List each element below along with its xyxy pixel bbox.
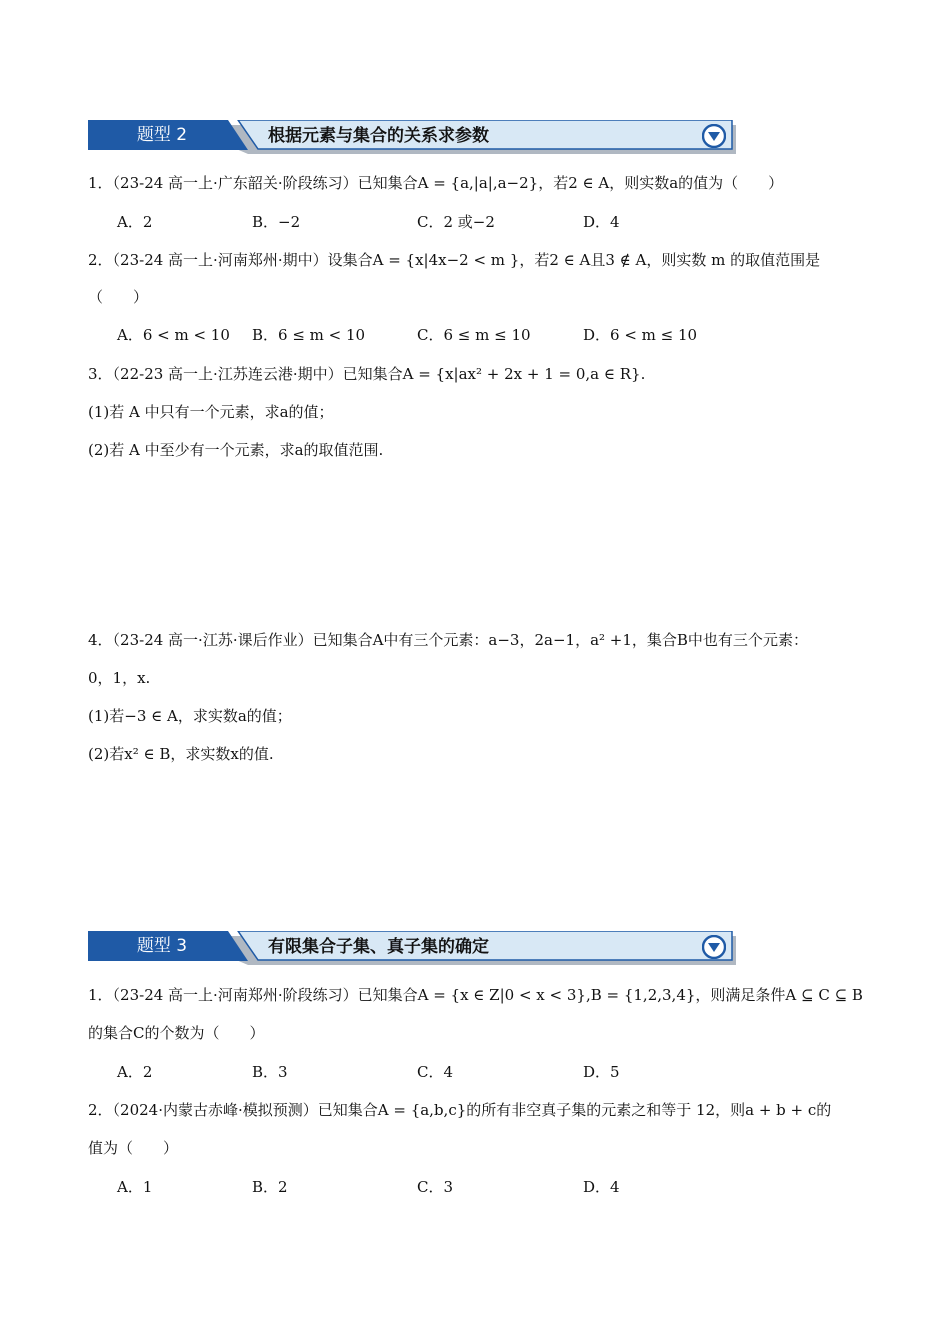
question-stem: 2．（2024·内蒙古赤峰·模拟预测）已知集合A = {a,b,c}的所有非空真子集的元素之和等于 12，则a + b + c的: [88, 1101, 832, 1119]
section-tag: 题型 2: [136, 125, 188, 145]
option-d[interactable]: D．4: [583, 1178, 620, 1196]
option-d[interactable]: D．5: [583, 1063, 620, 1081]
option-c[interactable]: C．3: [417, 1178, 454, 1196]
sub-question: (1)若−3 ∈ A，求实数a的值；: [88, 707, 292, 725]
option-a[interactable]: A．1: [117, 1178, 153, 1196]
option-c[interactable]: C．2 或−2: [417, 213, 495, 231]
section-banner-3: [88, 931, 736, 965]
question-stem: 1．（23-24 高一上·广东韶关·阶段练习）已知集合A = {a,|a|,a−2}，若2 ∈ A，则实数a的值为（ ）: [88, 174, 784, 192]
option-c[interactable]: C．4: [417, 1063, 454, 1081]
sub-question: (1)若 A 中只有一个元素，求a的值；: [88, 403, 334, 421]
section-tag: 题型 3: [136, 936, 188, 956]
section-title: 有限集合子集、真子集的确定: [268, 937, 489, 957]
sub-question: (2)若 A 中至少有一个元素，求a的取值范围.: [88, 441, 384, 459]
question-stem-cont: 0，1，x.: [88, 669, 151, 687]
sub-question: (2)若x² ∈ B，求实数x的值.: [88, 745, 274, 763]
question-stem-cont: （ ）: [88, 288, 149, 306]
option-d[interactable]: D．6 < m ≤ 10: [583, 326, 698, 344]
option-a[interactable]: A．2: [117, 213, 153, 231]
option-d[interactable]: D．4: [583, 213, 620, 231]
question-stem-cont: 值为（ ）: [88, 1139, 179, 1157]
question-stem: 2．（23-24 高一上·河南郑州·期中）设集合A = {x|4x−2 < m }，若2 ∈ A且3 ∉ A，则实数 m 的取值范围是: [88, 251, 821, 269]
question-stem: 3．（22-23 高一上·江苏连云港·期中）已知集合A = {x|ax² + 2x + 1 = 0,a ∈ R}.: [88, 365, 646, 383]
chevron-down-circle-icon: [702, 124, 726, 148]
section-banner-2: [88, 120, 736, 154]
question-stem-cont: 的集合C的个数为（ ）: [88, 1024, 265, 1042]
question-stem: 4．（23-24 高一·江苏·课后作业）已知集合A中有三个元素：a−3，2a−1，a² +1，集合B中也有三个元素：: [88, 631, 808, 649]
chevron-down-circle-icon: [702, 935, 726, 959]
option-b[interactable]: B．3: [252, 1063, 288, 1081]
option-b[interactable]: B．−2: [252, 213, 301, 231]
option-b[interactable]: B．2: [252, 1178, 288, 1196]
option-a[interactable]: A．6 < m < 10: [117, 326, 230, 344]
section-title: 根据元素与集合的关系求参数: [268, 126, 489, 146]
option-a[interactable]: A．2: [117, 1063, 153, 1081]
question-stem: 1．（23-24 高一上·河南郑州·阶段练习）已知集合A = {x ∈ Z|0 < x < 3},B = {1,2,3,4}，则满足条件A ⊆ C ⊆ B: [88, 986, 863, 1004]
option-b[interactable]: B．6 ≤ m < 10: [252, 326, 366, 344]
option-c[interactable]: C．6 ≤ m ≤ 10: [417, 326, 531, 344]
